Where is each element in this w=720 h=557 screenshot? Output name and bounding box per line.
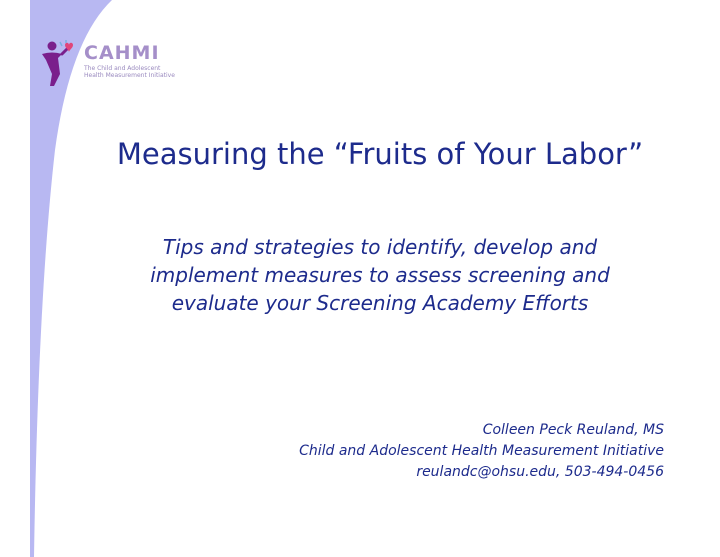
slide-title: Measuring the “Fruits of Your Labor” (116, 137, 644, 171)
logo-subtitle-line: Health Measurement Initiative (84, 72, 175, 79)
author-contact: reulandc@ohsu.edu, 503-494-0456 (416, 464, 664, 480)
cahmi-logo (38, 40, 188, 88)
logo-subtitle (84, 65, 194, 79)
author-organization: Child and Adolescent Health Measurement Initiative (299, 443, 664, 459)
subtitle-line: implement measures to assess screening and (150, 263, 610, 287)
logo-name: CAHMI (84, 42, 160, 64)
person-figure-icon (38, 40, 78, 88)
slide-subtitle (60, 233, 700, 317)
author-name: Colleen Peck Reuland, MS (482, 422, 664, 438)
subtitle-line: evaluate your Screening Academy Efforts (171, 291, 589, 315)
subtitle-line: Tips and strategies to identify, develop and (162, 235, 598, 259)
author-info (144, 420, 664, 483)
logo-subtitle-line: The Child and Adolescent (84, 65, 161, 72)
